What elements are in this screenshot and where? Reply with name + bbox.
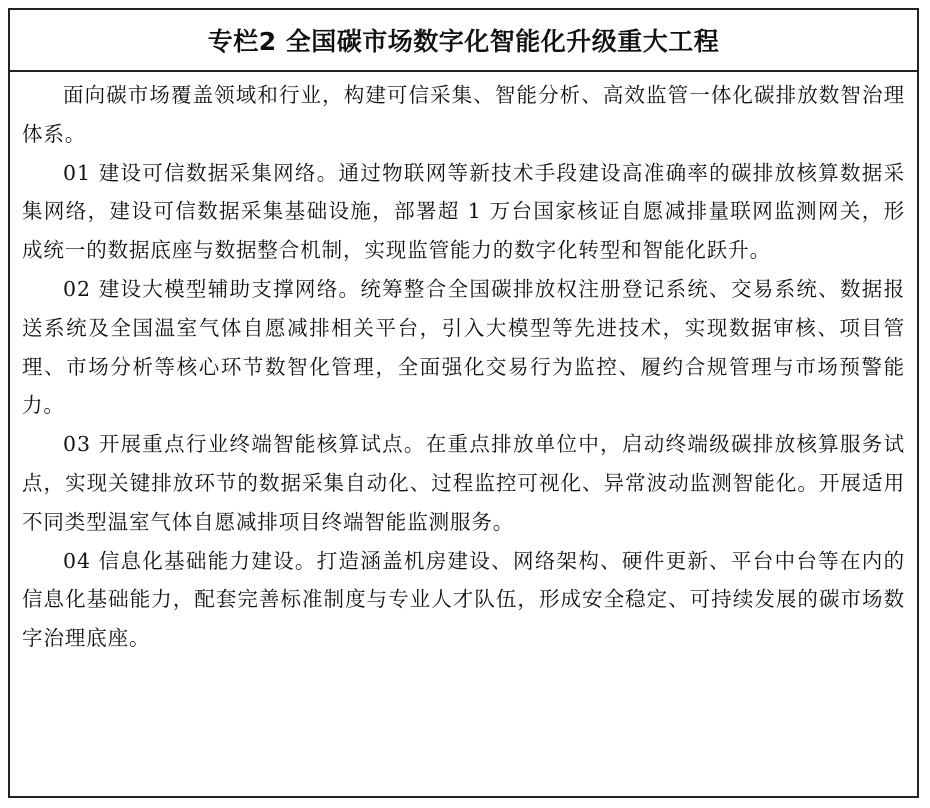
item-01-paragraph: 01 建设可信数据采集网络。通过物联网等新技术手段建设高准确率的碳排放核算数据采集网络，建设可信数据采集基础设施，部署超 1 万台国家核证自愿减排量联网监测网关，形成统一的数据底座与数据整合机制，实现监管能力的数字化转型和智能化跃升。 [22, 160, 905, 263]
intro-paragraph: 面向碳市场覆盖领域和行业，构建可信采集、智能分析、高效监管一体化碳排放数智治理体系。 [22, 83, 905, 146]
item-04-paragraph: 04 信息化基础能力建设。打造涵盖机房建设、网络架构、硬件更新、平台中台等在内的信息化基础能力，配套完善标准制度与专业人才队伍，形成安全稳定、可持续发展的碳市场数字治理底座。 [22, 548, 905, 651]
box-header [10, 10, 917, 72]
box-title: 专栏2 全国碳市场数字化智能化升级重大工程 [207, 27, 720, 56]
item-03-paragraph: 03 开展重点行业终端智能核算试点。在重点排放单位中，启动终端级碳排放核算服务试点，实现关键排放环节的数据采集自动化、过程监控可视化、异常波动监测智能化。开展适用不同类型温室气体自愿减排项目终端智能监测服务。 [22, 432, 905, 534]
item-02-paragraph: 02 建设大模型辅助支撑网络。统筹整合全国碳排放权注册登记系统、交易系统、数据报送系统及全国温室气体自愿减排相关平台，引入大模型等先进技术，实现数据审核、项目管理、市场分析等核心环节数智化管理，全面强化交易行为监控、履约合规管理与市场预警能力。 [22, 276, 905, 418]
feature-box [8, 8, 919, 798]
box-body [10, 72, 917, 658]
